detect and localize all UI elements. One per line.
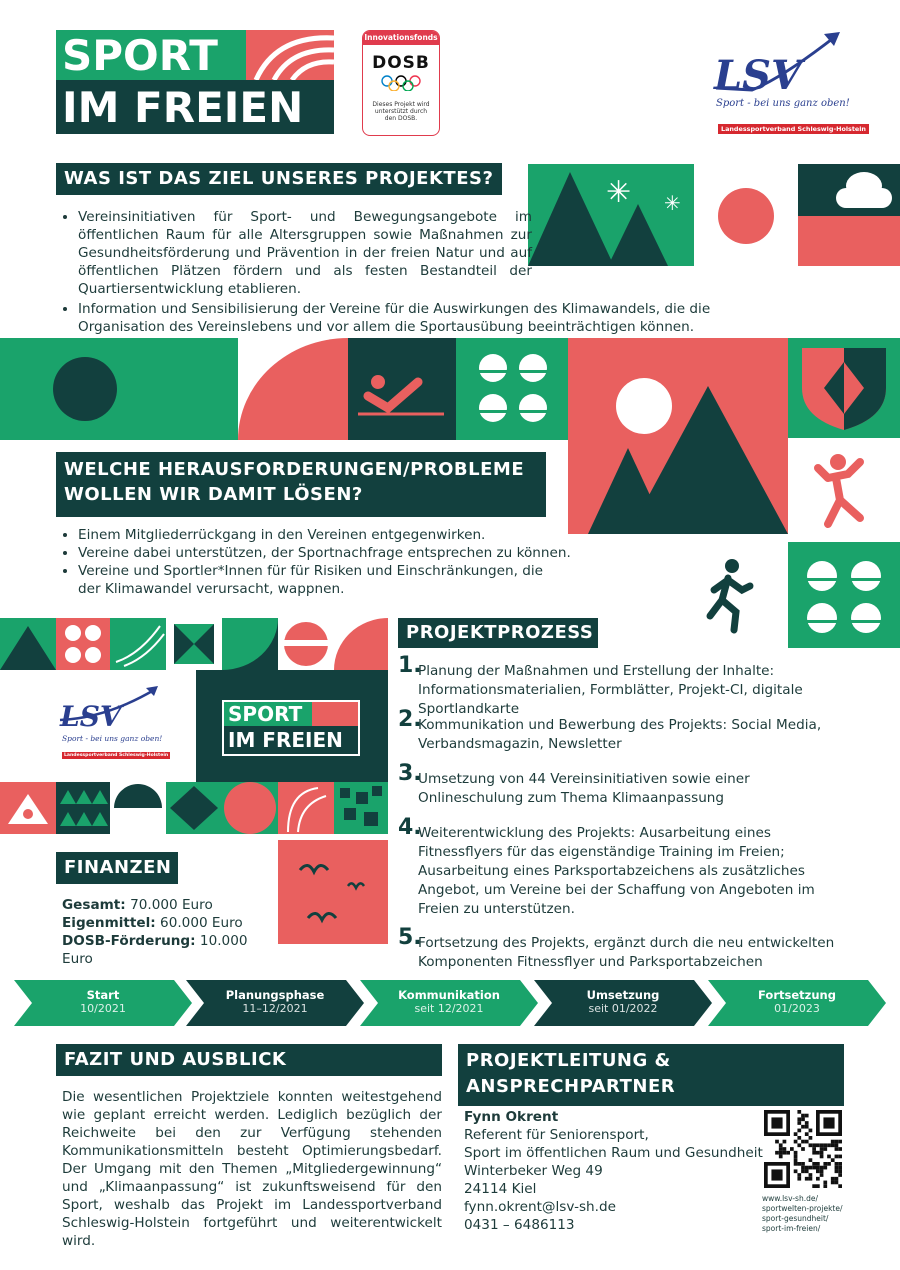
ziel-bullet-2: • Information und Sensibilisierung der Vereine für die Auswirkungen des Klimawandels, die die Organisation des Vereinslebens und vor allem die Sportausübung beeinträchtigen können. [78,300,796,336]
dosb-badge-top: Innovationsfonds [363,31,439,45]
birds-tile [278,840,388,944]
sport-im-freien-logo [56,30,334,134]
runner-icon [700,556,760,636]
kontakt-heading [458,1044,844,1106]
center-logo-line1: SPORT [228,702,303,726]
finanzen-row [62,914,282,932]
birds-icon [278,840,388,944]
probleme-bullet-2: • Vereine dabei unterstützen, der Sportnachfrage entsprechen zu können. [78,544,576,562]
kontakt-street: Winterbeker Weg 49 [464,1163,603,1179]
dancer-tile [788,438,900,542]
timeline-step-date: seit 01/2022 [588,1002,658,1015]
prozess-step-2 [398,707,848,754]
kontakt-heading-line2: ANSPRECHPARTNER [466,1076,676,1097]
lsv-mark-small: LSV [60,700,122,733]
kontakt-phone: 0431 – 6486113 [464,1217,575,1233]
balls-tile-2 [788,542,900,648]
timeline-step [14,980,192,1026]
corner-tile [334,618,388,670]
timeline-step-title: Fortsetzung [758,988,836,1002]
sledge-icon [348,338,456,440]
timeline-step [708,980,886,1026]
lsv-logo [712,28,866,138]
timeline-step [186,980,364,1026]
lsv-org: Landessportverband Schleswig-Holstein [718,124,869,134]
dosb-badge [362,30,440,136]
step-number: 4. [398,815,422,840]
finanzen-label: Gesamt: [62,897,126,913]
triangles-tile [56,782,110,834]
finanzen-heading: FINANZEN [56,852,178,884]
finanzen-value: 10.000 Euro [62,933,248,967]
step-text: Planung der Maßnahmen und Erstellung der Inhalte: Informationsmaterialien, Formblätter, Projekt-CI, digitale Sportlandkarte [418,663,803,717]
balls-tile-small [56,618,110,670]
timeline-step-date: 11–12/2021 [242,1002,308,1015]
timeline-step [534,980,712,1026]
probleme-heading-line1: WELCHE HERAUSFORDERUNGEN/PROBLEME [64,459,525,480]
finanzen-row [62,896,282,914]
kontakt-role2: Sport im öffentlichen Raum und Gesundheit [464,1145,763,1161]
timeline-step-title: Planungsphase [225,988,325,1002]
svg-text:✳: ✳ [606,175,632,210]
shield-icon [788,338,900,438]
japan-tile [278,618,334,670]
ziel-heading: WAS IST DAS ZIEL UNSERES PROJEKTES? [56,163,502,195]
timeline-step-title: Start [86,988,120,1002]
fazit-text: Die wesentlichen Projektziele konnten weitestgehend wie geplant erreicht werden. Lediglich bezüglich der Reichweite bei den zur Verfügung stehenden Kommunikationsmitteln besteht Optimierungsbedarf. Der Umgang mit den Themen „Mitgliedergewinnung“ und „Klimaanpassung“ ist zukunftsweisend für den Sport, weshalb das Projekt im Landessportverband Schleswig-Holstein fortgeführt und weiterentwickelt wird. [62,1089,442,1249]
timeline-step [360,980,538,1026]
finanzen-value: 60.000 Euro [160,915,243,931]
kontakt-details [464,1108,764,1234]
logo-center-tile [196,670,388,782]
probleme-heading-line2: WOLLEN WIR DAMIT LÖSEN? [64,484,363,505]
kontakt-role1: Referent für Seniorensport, [464,1127,649,1143]
quarter-tile [222,618,278,670]
olympic-rings-icon [363,75,439,95]
fazit-heading: FAZIT UND AUSBLICK [56,1044,442,1076]
step-number: 3. [398,761,422,786]
half-circle-tile [238,338,348,440]
finanzen-label: Eigenmittel: [62,915,156,931]
kontakt-email[interactable]: fynn.okrent@lsv-sh.de [464,1199,616,1215]
lsv-org-small: Landessportverband Schleswig-Holstein [64,753,169,758]
eye-tile [0,782,56,834]
squares-tile [334,782,388,834]
lsv-mark: LSV [714,52,803,99]
prozess-step-5 [398,925,848,972]
shield-tile [788,338,900,438]
cloud-tile [798,164,900,266]
diamond-tile [166,782,222,834]
prozess-step-3 [398,761,848,808]
swirl-tile [278,782,334,834]
step-number: 5. [398,925,422,950]
finanzen-row [62,932,282,968]
waves-tile [110,618,166,670]
finanzen-label: DOSB-Förderung: [62,933,196,949]
probleme-bullet-3: • Vereine und Sportler*Innen für für Risiken und Einschränkungen, die der Klimawandel verursacht, wappnen. [78,562,548,598]
triangle-tile [0,618,56,670]
dosb-caption: Dieses Projekt wird unterstützt durch den DOSB. [372,101,430,122]
prozess-heading: PROJEKTPROZESS [398,618,598,648]
kontakt-name: Fynn Okrent [464,1109,559,1125]
step-text: Kommunikation und Bewerbung des Projekts: Social Media, Verbandsmagazin, Newsletter [418,717,822,752]
step-number: 2. [398,707,422,732]
prozess-step-1 [398,653,848,719]
ziel-bullets [56,208,796,336]
finanzen-list [62,896,282,968]
step-text: Fortsetzung des Projekts, ergänzt durch die neu entwickelten Komponenten Fitnessflyer und Parksportabzeichen [418,935,835,970]
balls-icon [456,338,568,440]
logo-line2: IM FREIEN [62,83,304,132]
finanzen-value: 70.000 Euro [130,897,213,913]
svg-text:✳: ✳ [664,191,681,215]
step-text: Weiterentwicklung des Projekts: Ausarbeitung eines Fitnessflyers für das eigenständige Training im Freien; Ausarbeitung eines Parksportabzeichens als zusätzliches Angebot, um Vereine bei der Schaffung von Angeboten im Freien zu unterstützen. [418,825,815,917]
timeline-step-title: Kommunikation [398,988,500,1002]
dosb-name: DOSB [372,53,430,73]
sledge-tile [348,338,456,440]
wave-pattern [246,30,334,80]
kontakt-heading-line1: PROJEKTLEITUNG & [466,1050,671,1071]
balls-tile [456,338,568,440]
lsv-slogan: Sport - bei uns ganz oben! [716,98,850,109]
step-text: Umsetzung von 44 Vereinsinitiativen sowie einer Onlineschulung zum Thema Klimaanpassung [418,771,750,806]
red-circle-tile [222,782,278,834]
lsv-logo-small [56,680,174,770]
dancer-icon [788,438,900,542]
center-logo-line2: IM FREIEN [228,728,343,752]
hourglass-tile [174,624,214,664]
probleme-bullet-1: • Einem Mitgliederrückgang in den Vereinen entgegenwirken. [78,526,576,544]
timeline-step-date: 01/2023 [774,1002,820,1015]
circle-tile [0,338,238,440]
prozess-step-4 [398,815,848,919]
timeline-step-date: 10/2021 [80,1002,126,1015]
qr-url[interactable]: www.lsv-sh.de/ sportwelten-projekte/ sport-gesundheit/ sport-im-freien/ [762,1194,843,1233]
qr-code[interactable] [764,1110,842,1188]
kontakt-city: 24114 Kiel [464,1181,537,1197]
timeline-step-title: Umsetzung [586,988,660,1002]
half-moon-tile [110,782,166,834]
ziel-bullet-1: • Vereinsinitiativen für Sport- und Bewegungsangebote im öffentlichen Raum für alle Altersgruppen sowie Maßnahmen zur Gesundheitsförderung und Prävention in der freien Natur und auf öffentlichen Plätzen fördern und als festen Bestandteil der Quartiersentwicklung etablieren. [78,208,532,298]
logo-line1: SPORT [62,31,218,80]
probleme-heading [56,452,546,517]
probleme-bullets [56,526,576,598]
step-number: 1. [398,653,422,678]
timeline-step-date: seit 12/2021 [414,1002,484,1015]
lsv-slogan-small: Sport - bei uns ganz oben! [62,734,163,743]
